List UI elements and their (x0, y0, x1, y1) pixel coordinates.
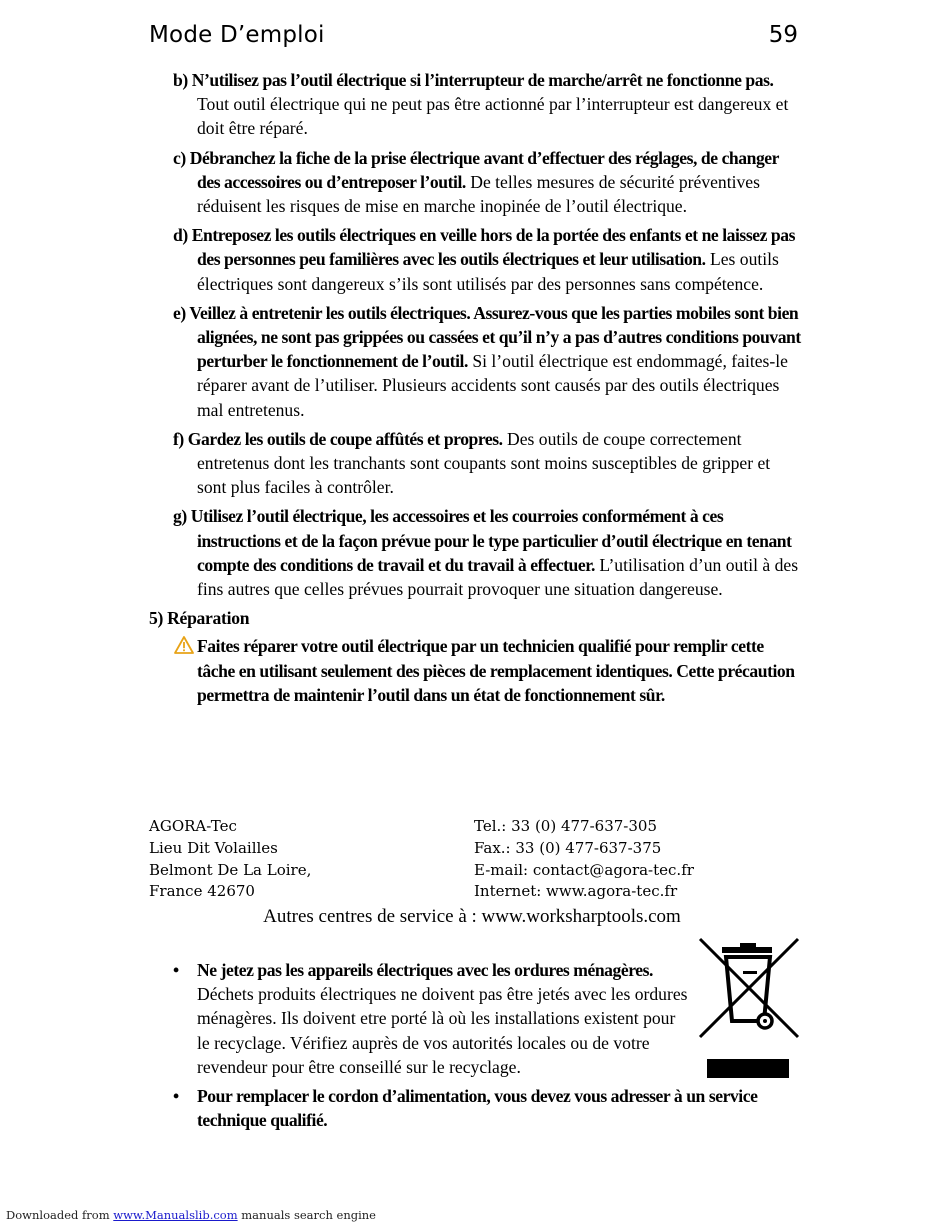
page-header (149, 20, 798, 54)
instruction-item-g: g) Utilisez l’outil électrique, les accessoires et les courroies conformément à ces instructions et de la façon prévue pour le type particulier d’outil électrique en tenant compte des conditions de travail et du travail à effectuer. L’utilisation d’un outil à des fins autres que celles prévues pourrait provoquer une situation dangereuse. (173, 506, 799, 600)
bullet-marker: • (173, 960, 180, 980)
instruction-item-e: e) Veillez à entretenir les outils électriques. Assurez-vous que les parties mobiles sont bien alignées, ne sont pas grippées ou cassées et qu’il n’y a pas d’autres conditions pouvant perturber le fonctionnement de l’outil. Si l’outil électrique est endommagé, faites-le réparer avant de l’utiliser. Plusieurs accidents sont causés par des outils électriques mal entretenus. (173, 302, 801, 420)
address-column (149, 816, 311, 903)
warning-triangle-icon (174, 636, 194, 654)
company-name: AGORA-Tec (149, 817, 237, 835)
address-line-1: Lieu Dit Volailles (149, 838, 278, 857)
page-number: 59 (768, 22, 798, 48)
instruction-item-b: b) N’utilisez pas l’outil électrique si l’interrupteur de marche/arrêt ne fonctionne pas. Tout outil électrique qui ne peut pas être actionné par l’interrupteur est dangereux et doit être réparé. (173, 70, 789, 139)
safety-instructions (149, 68, 801, 707)
address-line-2: Belmont De La Loire, (149, 860, 312, 879)
address-line-3: France 42670 (149, 882, 255, 901)
instruction-item-f: f) Gardez les outils de coupe affûtés et propres. Des outils de coupe correctement entretenus dont les tranchants sont coupants sont moins susceptibles de gripper et sont plus faciles à contrôler. (173, 428, 771, 498)
bullet-marker: • (173, 1086, 180, 1107)
manualslib-link[interactable]: www.Manualslib.com (113, 1208, 238, 1222)
instruction-item-d: d) Entreposez les outils électriques en veille hors de la portée des enfants et ne laissez pas des personnes peu familières avec les outils électriques et leur utilisation. Les outils électriques sont dangereux s’ils sont utilisés par des personnes sans compétence. (173, 225, 795, 294)
fax: Fax.: 33 (0) 477-637-375 (474, 838, 662, 857)
repair-warning (149, 634, 801, 707)
bullet-power-cord: • Pour remplacer le cordon d’alimentation, vous devez vous adresser à un service technique qualifié. (173, 1086, 758, 1131)
instruction-item-c: c) Débranchez la fiche de la prise électrique avant d’effectuer des réglages, de changer des accessoires ou d’entreposer l’outil. De telles mesures de sécurité préventives réduisent les risques de mise en marche inopinée de l’outil électrique. (173, 147, 779, 217)
repair-warning-text: Faites réparer votre outil électrique par un technicien qualifié pour remplir cette tâche en utilisant seulement des pièces de remplacement identiques. Cette précaution permettra de maintenir l’outil dans un état de fonctionnement sûr. (197, 636, 795, 705)
email: E-mail: contact@agora-tec.fr (474, 860, 694, 879)
download-footer: Downloaded from www.Manualslib.com manuals search engine (6, 1208, 376, 1222)
service-centers-line: Autres centres de service à : www.worksharptools.com (263, 906, 681, 927)
telephone: Tel.: 33 (0) 477-637-305 (474, 817, 658, 835)
page-title: Mode D’emploi (149, 22, 325, 48)
bullet-disposal: • Ne jetez pas les appareils électriques avec les ordures ménagères. Déchets produits électriques ne doivent pas être jetés avec les ordures ménagères. Ils doivent etre porté là où les installations existent pour le recyclage. Vérifiez auprès de vos autorités locales ou de votre revendeur pour être conseillé sur le recyclage. (173, 960, 688, 1077)
contact-details-column (474, 816, 694, 903)
section-heading-repair: 5) Réparation (149, 608, 250, 629)
website: Internet: www.agora-tec.fr (474, 882, 678, 901)
crossed-out-wheelie-bin-icon (698, 937, 800, 1079)
